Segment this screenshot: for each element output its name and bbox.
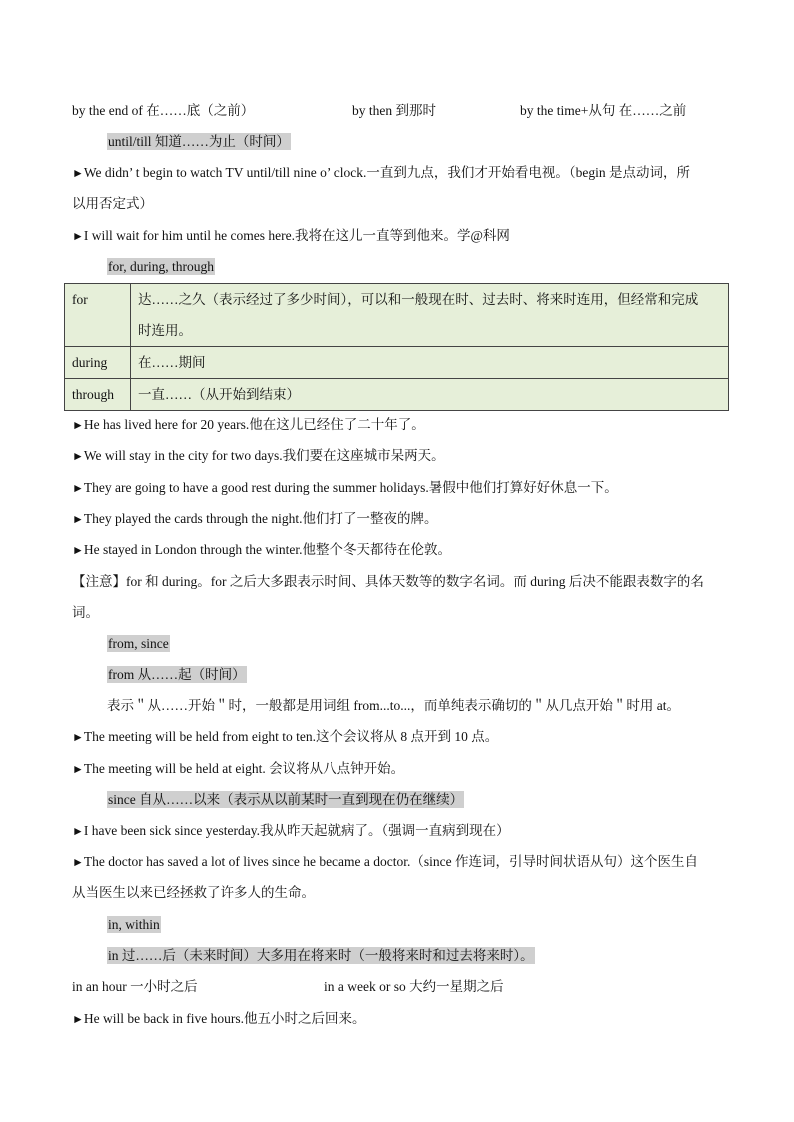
from-heading [107,659,724,690]
example-sentence: ►He has lived here for 20 years.他在这儿已经住了二十年了。 [72,417,425,432]
bullet-arrow-icon: ► [72,730,84,744]
bullet-arrow-icon: ► [72,855,84,869]
example-sentence: ►The meeting will be held at eight. 会议将从八点钟开始。 [72,761,405,776]
example-continuation: 从当医生以来已经拯救了许多人的生命。 [72,885,315,900]
table-key-cell: for [65,284,131,347]
note-continuation: 词。 [72,605,99,620]
bullet-arrow-icon: ► [72,512,84,526]
from-meaning: 从……起（时间） [134,667,246,682]
example-sentence: ►We didn’ t begin to watch TV until/till nine o’ clock.一直到九点，我们才开始看电视。（begin 是点动词，所 [72,165,690,180]
until-heading [107,126,724,157]
example-sentence: ►I have been sick since yesterday.我从昨天起就病了。（强调一直病到现在） [72,823,510,838]
in-key: in [108,948,119,963]
bullet-arrow-icon: ► [72,543,84,557]
bullet-arrow-icon: ► [72,229,84,243]
bullet-arrow-icon: ► [72,1012,84,1026]
table-key-cell: through [65,379,131,411]
example-continuation: 以用否定式） [72,196,153,211]
bullet-arrow-icon: ► [72,449,84,463]
example-sentence: ►He stayed in London through the winter.他整个冬天都待在伦敦。 [72,542,451,557]
table-value-cell: 达……之久（表示经过了多少时间），可以和一般现在时、过去时、将来时连用，但经常和完成 时连用。 [131,284,729,347]
in-heading [107,940,724,971]
since-meaning: 自从……以来（表示从以前某时一直到现在仍在继续） [135,792,464,807]
from-explanation: 表示＂从……开始＂时，一般都是用词组 from...to...，而单纯表示确切的＂从几点开始＂时用 at。 [107,698,680,713]
in-within-heading: in, within [108,917,160,932]
table-key-cell: during [65,347,131,379]
bullet-arrow-icon: ► [72,418,84,432]
example-sentence: ►The meeting will be held from eight to ten.这个会议将从 8 点开到 10 点。 [72,729,499,744]
table-row [65,379,729,411]
in-an-hour-phrase: in an hour 一小时之后 [72,979,198,994]
by-the-time-phrase: by the time+从句 在……之前 [520,103,687,118]
example-sentence: ►We will stay in the city for two days.我们要在这座城市呆两天。 [72,448,445,463]
preposition-table [64,283,729,411]
in-a-week-phrase: in a week or so 大约一星期之后 [324,979,504,994]
by-then-phrase: by then 到那时 [352,103,436,118]
for-during-through-heading: for, during, through [108,259,214,274]
from-since-heading: from, since [108,636,169,651]
example-sentence: ►He will be back in five hours.他五小时之后回来。 [72,1011,366,1026]
table-value-cell: 在……期间 [131,347,729,379]
from-key: from [108,667,135,682]
example-sentence: ►They are going to have a good rest during the summer holidays.暑假中他们打算好好休息一下。 [72,480,618,495]
by-the-end-of-phrase: by the end of 在……底（之前） [72,103,255,118]
bullet-arrow-icon: ► [72,166,84,180]
example-sentence: ►They played the cards through the night.他们打了一整夜的牌。 [72,511,438,526]
table-row [65,347,729,379]
bullet-arrow-icon: ► [72,762,84,776]
bullet-arrow-icon: ► [72,824,84,838]
until-meaning: 知道……为止（时间） [151,134,290,149]
example-sentence: ►The doctor has saved a lot of lives since he became a doctor.（since 作连词，引导时间状语从句）这个医生自 [72,854,699,869]
example-sentence: ►I will wait for him until he comes here.我将在这儿一直等到他来。学@科网 [72,228,510,243]
table-row [65,284,729,347]
since-key: since [108,792,136,807]
in-meaning: 过……后（未来时间）大多用在将来时（一般将来时和过去将来时）。 [118,948,534,963]
bullet-arrow-icon: ► [72,481,84,495]
table-value-cell: 一直……（从开始到结束） [131,379,729,411]
since-heading [107,784,724,815]
note-text: 【注意】for 和 during。for 之后大多跟表示时间、具体天数等的数字名词。而 during 后决不能跟表数字的名 [72,574,704,589]
until-key: until/till [108,134,152,149]
